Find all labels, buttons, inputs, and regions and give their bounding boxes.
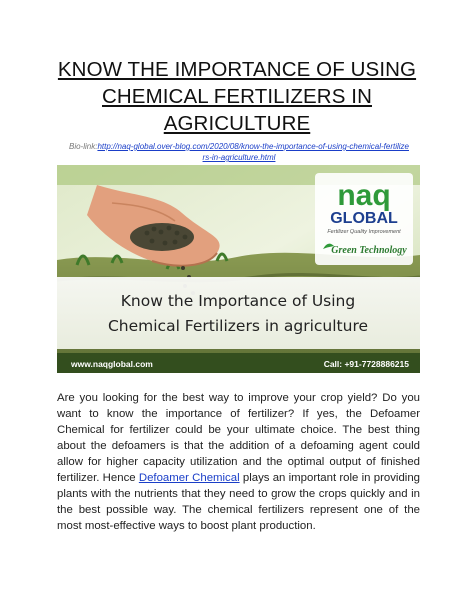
bio-link-url[interactable]: http://naq-global.over-blog.com/2020/08/know-the-importance-of-using-chemical-fertilize: [97, 142, 409, 151]
title-line-3: AGRICULTURE: [163, 112, 311, 135]
title-line-1: KNOW THE IMPORTANCE OF USING: [57, 58, 417, 81]
paragraph-text-end: plays an important role in providing plants with the nutrients that they need to grow the crops quickly and in the best possible way. The chemical fertilizers represent one of the most most-effective ways to boost plant production.: [57, 472, 420, 532]
document-title: [48, 56, 426, 137]
paragraph-text-start: Are you looking for the best way to improve your crop yield? Do you want to know the importance of fertilizer? If yes, the Defoamer Chemical for fertilizer could be your ultimate choice. The best thing about the defoamers is that the addition of a defoaming agent could allow for higher capacity utilization and the optimal output of finished fertilizer. Hence: [57, 392, 420, 484]
naq-global-logo: [315, 173, 413, 265]
green-technology-label: Green Technology: [331, 245, 407, 256]
banner-headline-line-2: Chemical Fertilizers in agriculture: [107, 317, 369, 335]
bio-link-label: Bio-link:: [68, 142, 98, 151]
logo-word: naq: [337, 179, 391, 212]
banner-image: [57, 165, 420, 373]
banner-phone: Call: +91-7728886215: [323, 359, 409, 369]
banner-headline-line-1: Know the Importance of Using: [120, 292, 356, 310]
bio-link-url-continued[interactable]: rs-in-agriculture.html: [202, 153, 276, 162]
article-paragraph: [57, 390, 420, 534]
banner-website: www.naqglobal.com: [71, 359, 153, 369]
defoamer-chemical-link[interactable]: Defoamer Chemical: [138, 472, 240, 484]
title-line-2: CHEMICAL FERTILIZERS IN: [102, 85, 372, 108]
logo-tagline: Fertilizer Quality Improvement: [327, 229, 401, 235]
bio-link: [56, 141, 422, 163]
logo-brand: GLOBAL: [330, 210, 398, 227]
